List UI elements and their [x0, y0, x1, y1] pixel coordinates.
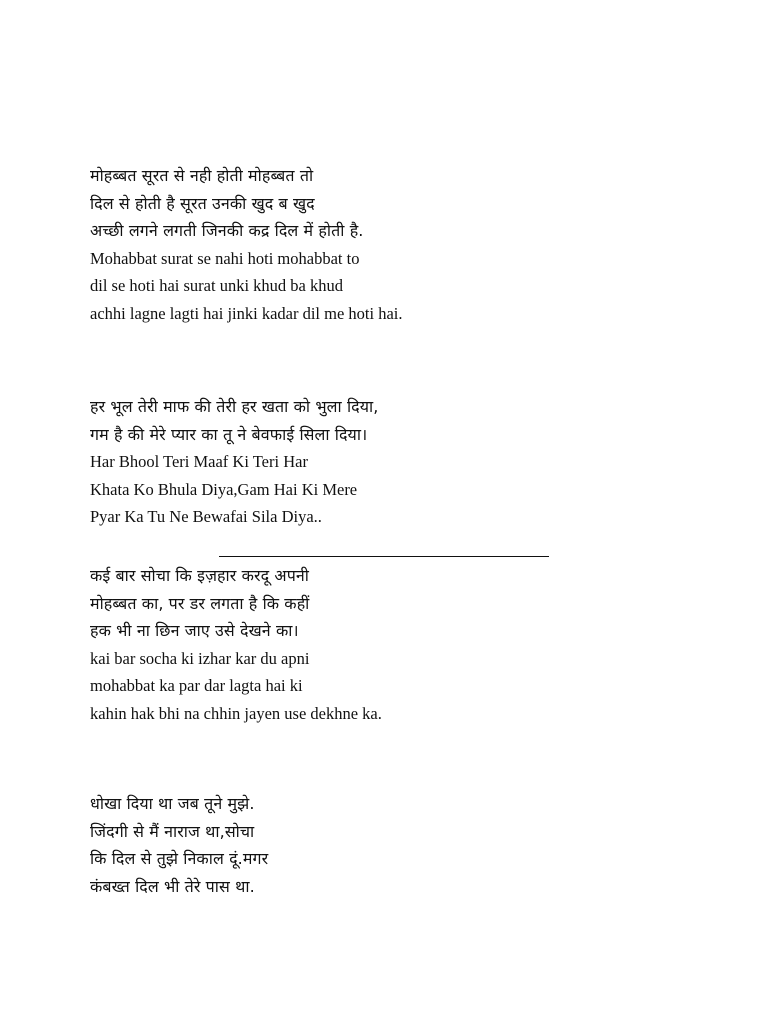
poem-line: मोहब्बत सूरत से नही होती मोहब्बत तो — [90, 166, 314, 185]
stanza-3 — [90, 562, 710, 727]
poem-line: कई बार सोचा कि इज़हार करदू अपनी — [90, 566, 310, 585]
poem-line: Mohabbat surat se nahi hoti mohabbat to — [90, 248, 360, 268]
poem-line: kahin hak bhi na chhin jayen use dekhne ka. — [90, 703, 382, 723]
stanza-4 — [90, 790, 710, 900]
poem-line: kai bar socha ki izhar kar du apni — [90, 648, 310, 668]
poem-line: गम है की मेरे प्यार का तू ने बेवफाई सिला दिया। — [90, 424, 368, 444]
section-divider — [219, 556, 549, 557]
poem-line: धोखा दिया था जब तूने मुझे. — [90, 794, 255, 813]
poem-line: Pyar Ka Tu Ne Bewafai Sila Diya.. — [90, 507, 322, 526]
stanza-2 — [90, 393, 710, 531]
poem-line: दिल से होती है सूरत उनकी खुद ब खुद — [90, 193, 315, 213]
poem-line: अच्छी लगने लगती जिनकी कद्र दिल में होती है. — [90, 221, 364, 240]
poem-line: हक भी ना छिन जाए उसे देखने का। — [90, 621, 299, 640]
poem-line: Khata Ko Bhula Diya,Gam Hai Ki Mere — [90, 479, 358, 499]
poem-line: कंबख्त दिल भी तेरे पास था. — [90, 876, 255, 896]
poem-line: achhi lagne lagti hai jinki kadar dil me hoti hai. — [90, 303, 403, 323]
poem-line: dil se hoti hai surat unki khud ba khud — [90, 276, 343, 295]
poem-line: जिंदगी से मैं नाराज था,सोचा — [90, 821, 255, 841]
poem-line: कि दिल से तुझे निकाल दूं.मगर — [90, 849, 269, 868]
poem-line: हर भूल तेरी माफ की तेरी हर खता को भुला दिया, — [90, 397, 379, 416]
poem-line: मोहब्बत का, पर डर लगता है कि कहीं — [90, 593, 310, 613]
poem-line: Har Bhool Teri Maaf Ki Teri Har — [90, 452, 308, 471]
poem-line: mohabbat ka par dar lagta hai ki — [90, 676, 303, 695]
stanza-1 — [90, 162, 710, 327]
